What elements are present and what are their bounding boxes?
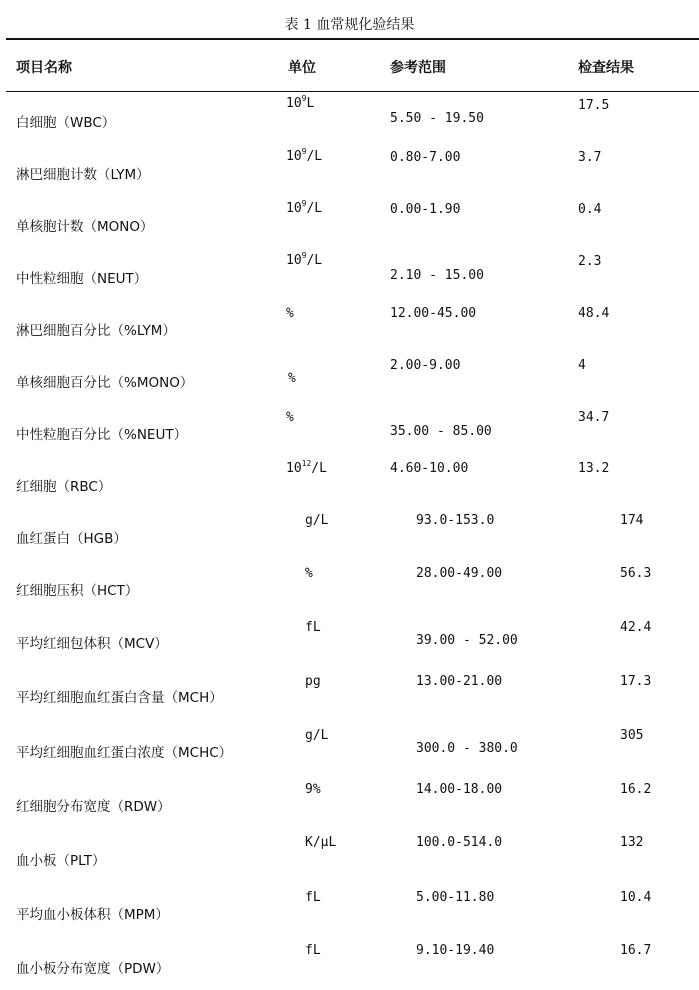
row-range: 0.80-7.00 <box>390 150 461 165</box>
row-name: 单核细胞百分比（%MONO） <box>16 375 194 391</box>
row-unit: fL <box>305 890 321 905</box>
unit-exponent: 9 <box>301 147 307 156</box>
row-result: 4 <box>578 358 586 373</box>
row-name: 中性粒细胞（NEUT） <box>16 271 148 287</box>
row-unit: % <box>286 306 294 321</box>
row-name: 平均红细胞血红蛋白浓度（MCHC） <box>16 745 233 761</box>
unit-base: 10 <box>286 461 302 476</box>
header-name: 项目名称 <box>16 60 72 76</box>
row-result: 174 <box>620 513 644 528</box>
row-result: 2.3 <box>578 254 602 269</box>
unit-suffix: /L <box>306 149 323 164</box>
row-result: 16.7 <box>620 943 652 958</box>
row-result: 10.4 <box>620 890 652 905</box>
row-range: 5.00-11.80 <box>416 890 495 905</box>
row-range: 4.60-10.00 <box>390 461 469 476</box>
row-range: 93.0-153.0 <box>416 513 495 528</box>
row-result: 0.4 <box>578 202 602 217</box>
row-unit <box>286 461 327 476</box>
row-unit <box>286 96 314 111</box>
row-unit: g/L <box>305 728 329 743</box>
row-name: 红细胞分布宽度（RDW） <box>16 799 171 815</box>
row-range: 5.50 - 19.50 <box>390 111 484 126</box>
row-range: 2.00-9.00 <box>390 358 461 373</box>
row-name: 平均血小板体积（MPM） <box>16 907 169 923</box>
row-name: 血小板分布宽度（PDW） <box>16 961 170 977</box>
row-name: 平均红细包体积（MCV） <box>16 636 168 652</box>
row-unit: K/μL <box>305 835 337 850</box>
unit-exponent: 9 <box>301 94 307 103</box>
header-rule <box>6 91 699 92</box>
row-range: 14.00-18.00 <box>416 782 503 797</box>
row-unit: pg <box>305 674 321 689</box>
unit-suffix: L <box>306 96 315 111</box>
unit-base: 10 <box>286 149 302 164</box>
row-unit: % <box>305 566 313 581</box>
unit-base: 10 <box>286 253 302 268</box>
row-name: 血小板（PLT） <box>16 853 106 869</box>
unit-suffix: /L <box>306 253 323 268</box>
row-range: 9.10-19.40 <box>416 943 495 958</box>
unit-exponent: 9 <box>301 199 307 208</box>
unit-suffix: /L <box>306 201 323 216</box>
row-name: 淋巴细胞百分比（%LYM） <box>16 323 176 339</box>
row-unit: g/L <box>305 513 329 528</box>
row-unit: % <box>288 371 296 386</box>
row-range: 100.0-514.0 <box>416 835 503 850</box>
row-unit: % <box>286 410 294 425</box>
row-result: 56.3 <box>620 566 652 581</box>
row-result: 3.7 <box>578 150 602 165</box>
unit-exponent: 9 <box>301 251 307 260</box>
row-unit: fL <box>305 620 321 635</box>
row-unit <box>286 149 322 164</box>
row-range: 39.00 - 52.00 <box>416 633 518 648</box>
row-range: 13.00-21.00 <box>416 674 503 689</box>
header-range: 参考范围 <box>390 60 446 76</box>
row-name: 平均红细胞血红蛋白含量（MCH） <box>16 690 223 706</box>
header-unit: 单位 <box>288 60 316 76</box>
unit-exponent: 12 <box>301 459 312 468</box>
row-range: 12.00-45.00 <box>390 306 477 321</box>
row-name: 红细胞（RBC） <box>16 479 112 495</box>
row-result: 132 <box>620 835 644 850</box>
top-rule <box>6 38 699 40</box>
row-range: 300.0 - 380.0 <box>416 741 518 756</box>
unit-suffix: /L <box>311 461 327 476</box>
row-name: 红细胞压积（HCT） <box>16 583 139 599</box>
header-result: 检查结果 <box>578 60 634 76</box>
row-range: 35.00 - 85.00 <box>390 424 492 439</box>
row-name: 单核胞计数（MONO） <box>16 219 154 235</box>
unit-base: 10 <box>286 201 302 216</box>
row-result: 305 <box>620 728 644 743</box>
row-name: 中性粒胞百分比（%NEUT） <box>16 427 188 443</box>
row-result: 17.3 <box>620 674 652 689</box>
unit-base: 10 <box>286 96 302 111</box>
row-result: 16.2 <box>620 782 652 797</box>
row-result: 48.4 <box>578 306 610 321</box>
row-range: 2.10 - 15.00 <box>390 268 484 283</box>
row-range: 0.00-1.90 <box>390 202 461 217</box>
row-unit: fL <box>305 943 321 958</box>
row-result: 13.2 <box>578 461 610 476</box>
table-caption: 表 1 血常规化验结果 <box>284 17 415 33</box>
row-unit: 9% <box>305 782 321 797</box>
row-name: 白细胞（WBC） <box>16 115 116 131</box>
row-range: 28.00-49.00 <box>416 566 503 581</box>
row-result: 42.4 <box>620 620 652 635</box>
row-name: 血红蛋白（HGB） <box>16 531 127 547</box>
row-unit <box>286 253 322 268</box>
row-unit <box>286 201 322 216</box>
row-result: 17.5 <box>578 98 610 113</box>
row-name: 淋巴细胞计数（LYM） <box>16 167 150 183</box>
row-result: 34.7 <box>578 410 610 425</box>
